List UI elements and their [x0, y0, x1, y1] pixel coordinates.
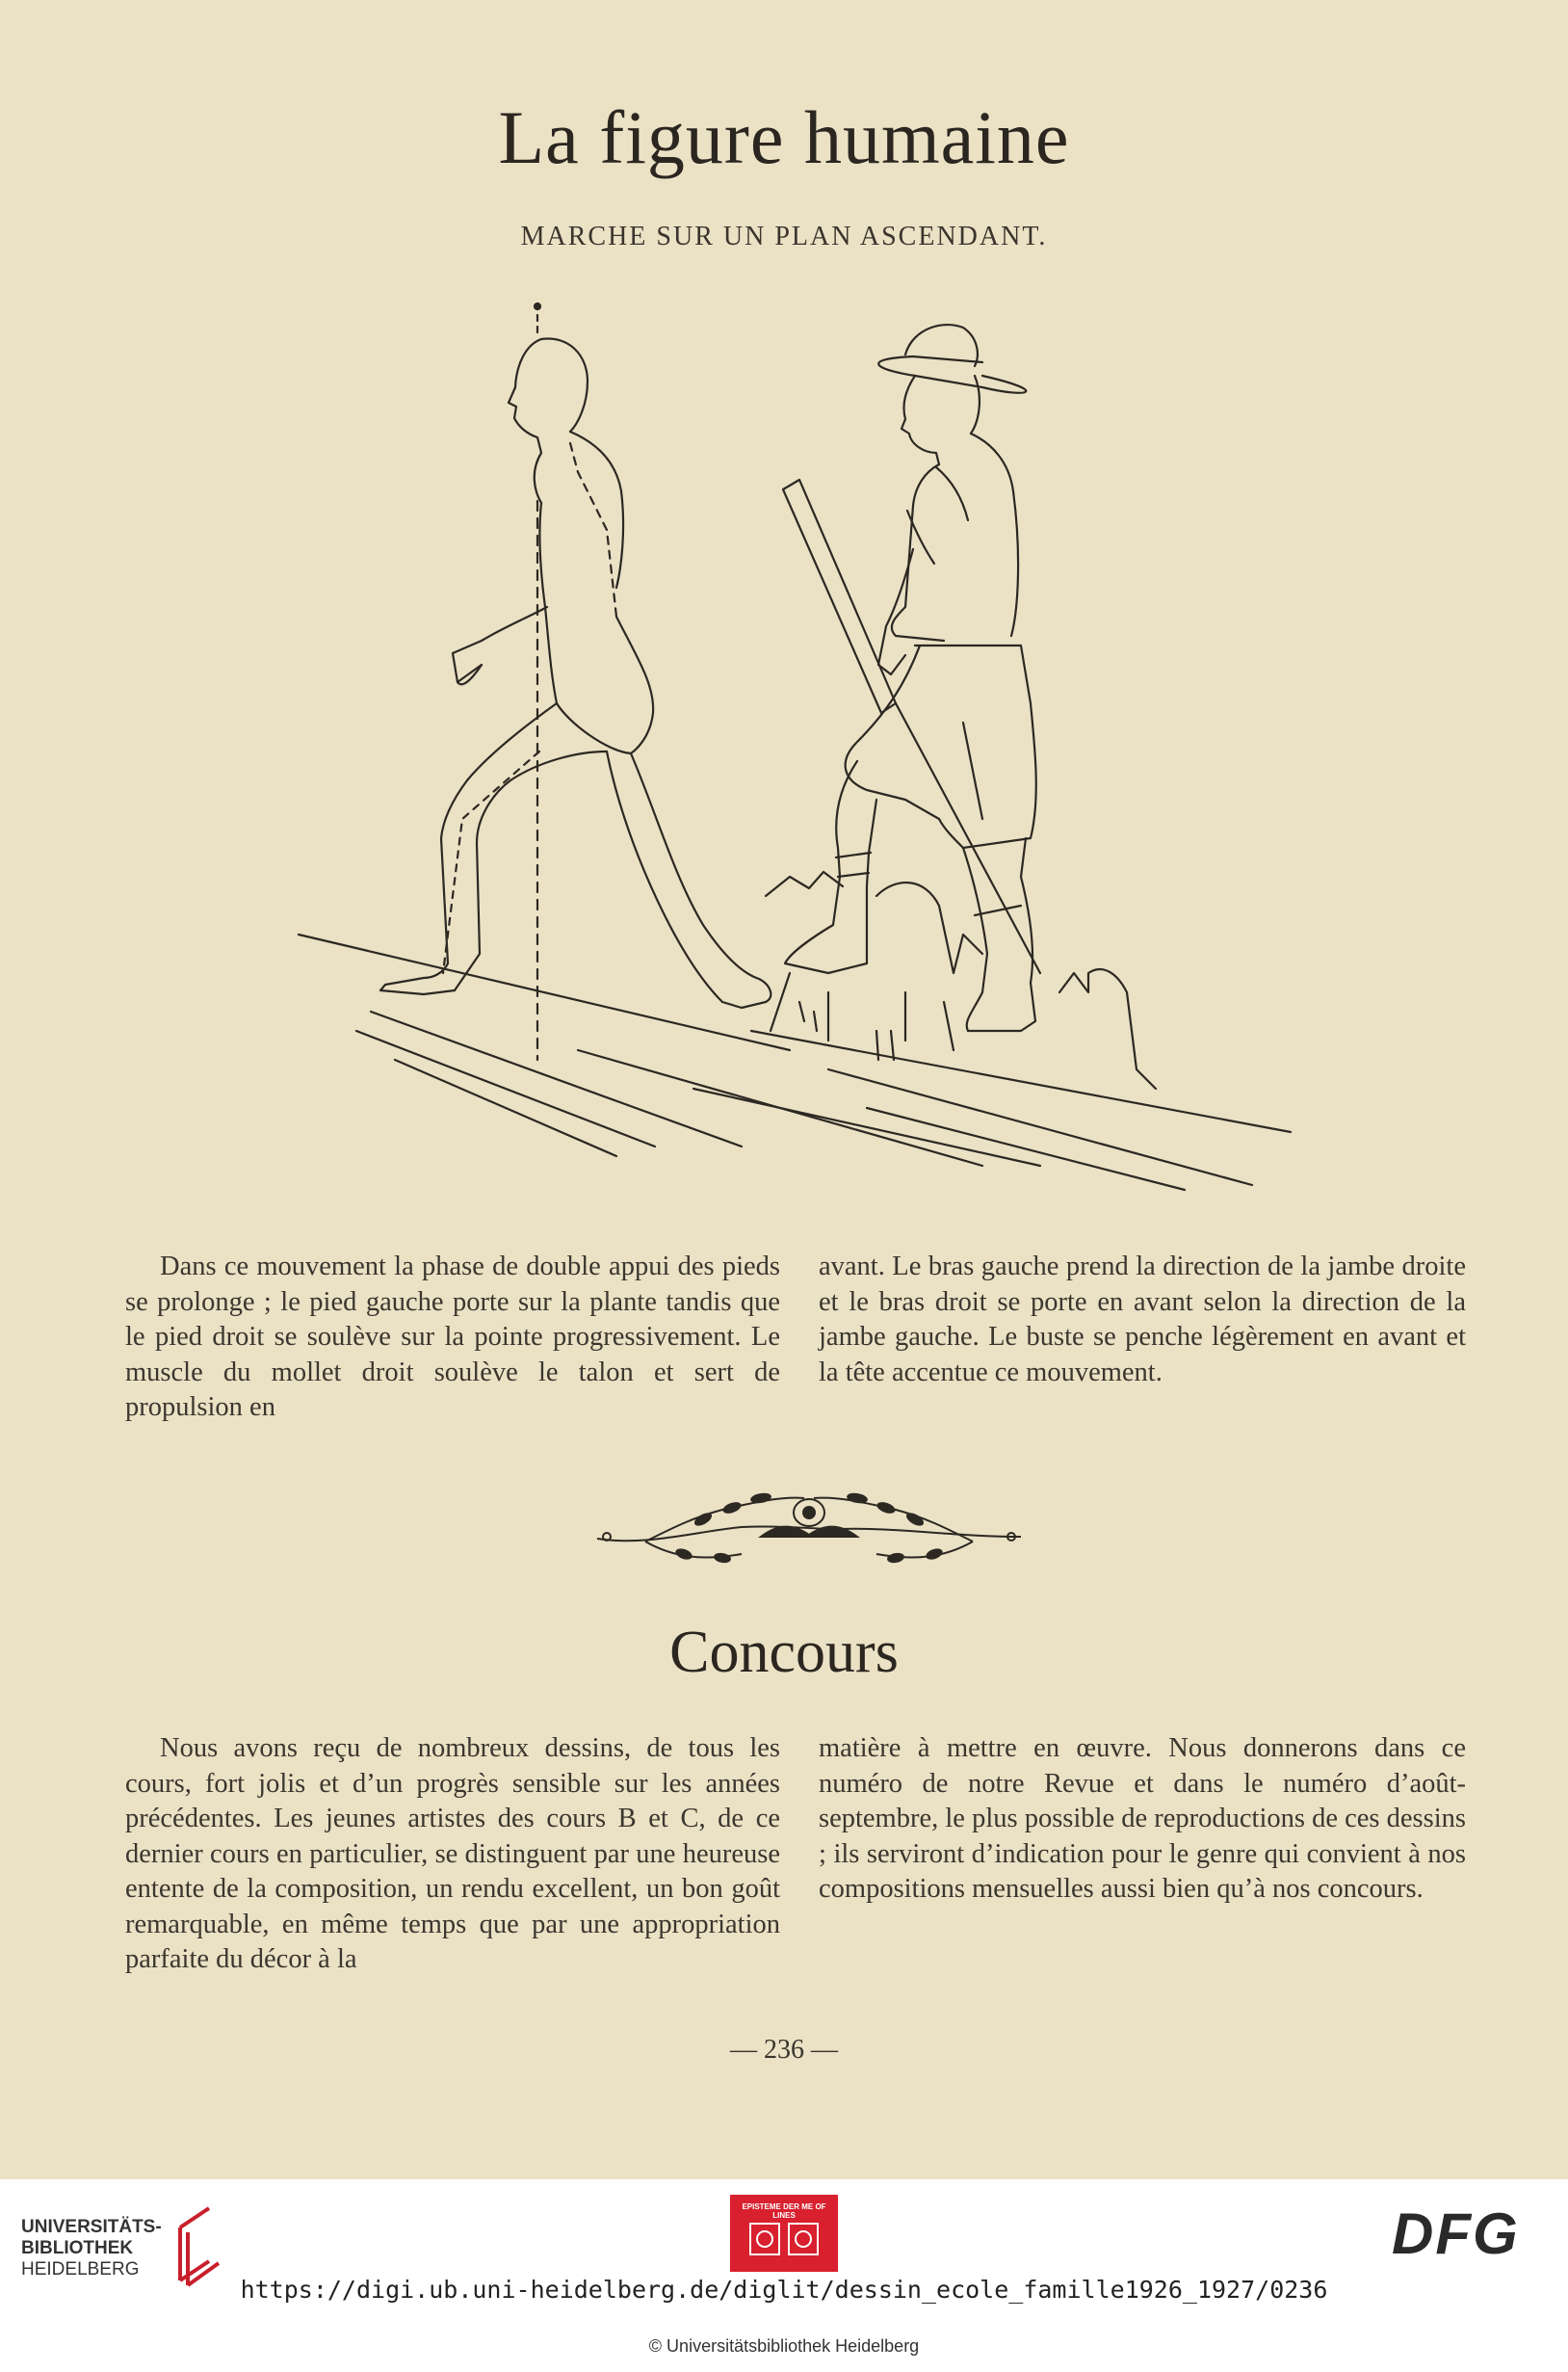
dfg-logo[interactable]: DFG: [1392, 2201, 1520, 2266]
copyright-notice: © Universitätsbibliothek Heidelberg: [648, 2336, 920, 2356]
section1-column-left: [125, 1250, 780, 1426]
walking-figures-illustration: [289, 299, 1310, 1204]
episteme-logo-text: EPISTEME DER ME OF LINES: [742, 2202, 826, 2220]
permalink-url[interactable]: https://digi.ub.uni-heidelberg.de/diglit/dessin_ecole_famille1926_1927/0236: [240, 2276, 1328, 2304]
episteme-logo[interactable]: [730, 2195, 838, 2272]
page-title: La figure humaine: [498, 95, 1070, 179]
section2-column-left: [125, 1731, 780, 1978]
section2-left-text: Nous avons reçu de nombreux dessins, de tous les cours, fort jolis et d’un progrès sensible sur les années précédentes. Les jeunes artistes des cours B et C, de ce dernier cours en particulier, se distinguent par une heureuse entente de la composition, un rendu excellent, un bon goût remarquable, en même temps que par une appropriation parfaite du décor à la: [125, 1733, 780, 1974]
section-heading-concours: Concours: [669, 1620, 899, 1685]
section2-right-text: matière à mettre en œuvre. Nous donnerons dans ce numéro de notre Revue et dans le numéro d’août-septembre, le plus possible de reproductions de ces dessins ; ils serviront d’indication pour le genre qui convient à nos compositions mensuelles aussi bien qu’à nos concours.: [819, 1733, 1466, 1904]
section1-left-text: Dans ce mouvement la phase de double appui des pieds se prolonge ; le pied gauche porte sur la plante tandis que le pied droit se soulève sur la pointe progressivement. Le muscle du mollet droit soulève le talon et sert de propulsion en: [125, 1252, 780, 1422]
page-number: — 236 —: [730, 2035, 838, 2065]
viewer-footer: [0, 2179, 1568, 2372]
page-subtitle: MARCHE SUR UN PLAN ASCENDANT.: [520, 222, 1048, 251]
library-logo-text: [21, 2217, 162, 2280]
episteme-emblem-icon: [741, 2220, 827, 2258]
library-logo-line-1: UNIVERSITÄTS-: [21, 2217, 162, 2237]
library-logo-line-2: BIBLIOTHEK: [21, 2238, 134, 2258]
library-logo-line-3: HEIDELBERG: [21, 2259, 140, 2280]
section1-right-text: avant. Le bras gauche prend la direction de la jambe droite et le bras droit se porte en avant selon la direction de la jambe gauche. Le buste se penche légèrement en avant et la tête accentue ce mouvement.: [819, 1252, 1466, 1387]
section1-column-right: [819, 1250, 1466, 1390]
floral-ornament-divider: [588, 1469, 1031, 1585]
section2-column-right: [819, 1731, 1466, 1908]
